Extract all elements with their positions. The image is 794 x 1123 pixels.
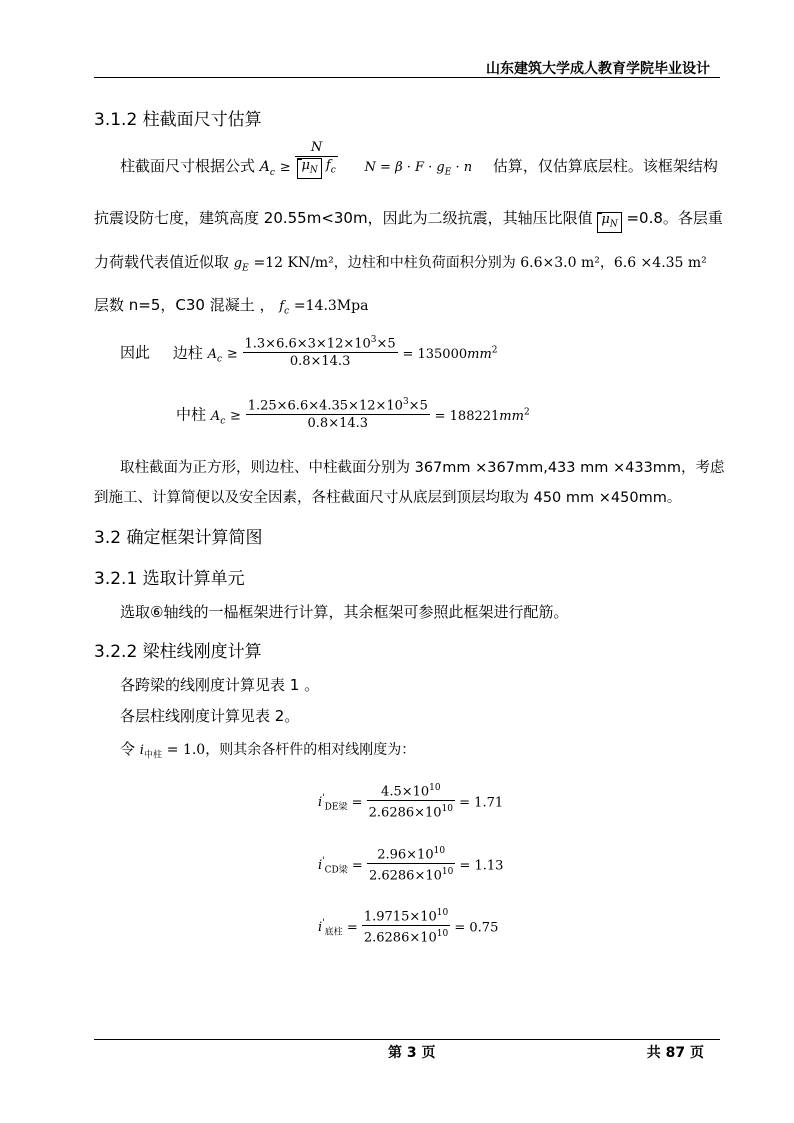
paragraph-line: 到施工、计算简便以及安全因素，各柱截面尺寸从底层到顶层均取为 450 mm ×450mm。 <box>94 490 682 506</box>
fraction: $\frac{1.9715\times 10^{10}}{2.6286\times 10^{10}}$ <box>362 905 450 947</box>
geq-symbol: ≥ <box>226 346 238 362</box>
fraction: $\frac{4.5\times 10^{10}}{2.6286\times 10^{10}}$ <box>367 780 455 822</box>
fraction: $\frac{2.96\times 10^{10}}{2.6286\times 10^{10}}$ <box>367 843 455 885</box>
paragraph-line: 选取⑥轴线的一榀框架进行计算，其余框架可参照此框架进行配筋。 <box>120 603 569 621</box>
section-heading-3-2: 3.2 确定框架计算简图 <box>94 528 263 548</box>
middle-column-equation <box>176 398 530 432</box>
i-symbol: $i'_{CD梁}$ <box>318 857 348 876</box>
text: =0.8。各层重 <box>626 209 723 227</box>
section-heading-3-2-2: 3.2.2 梁柱线刚度计算 <box>94 642 262 662</box>
formula-n: $N = \beta \cdot F \cdot g_E \cdot n$ <box>364 159 473 178</box>
fc-symbol: $f_c$ <box>279 299 290 317</box>
formula-fraction: $\frac{N}{\mu_N f_c}$ <box>295 139 337 180</box>
header-rule <box>94 77 720 78</box>
middle-column-label: 中柱 <box>176 405 207 424</box>
section-heading-3-1-2: 3.1.2 柱截面尺寸估算 <box>94 110 262 130</box>
text: 柱截面尺寸根据公式 <box>120 156 256 175</box>
formula-a: $A_c$ <box>259 158 275 178</box>
edge-column-equation <box>120 336 498 370</box>
formula-a: $A_c$ <box>210 408 226 427</box>
text: 抗震设防七度，建筑高度 20.55m<30m，因此为二级抗震，其轴压比限值 <box>94 209 593 227</box>
text: =14.3Mpa <box>293 298 369 314</box>
text: 层数 n=5，C30 混凝土 ， <box>94 296 275 314</box>
g-e-symbol: $g_E$ <box>233 256 249 274</box>
stiffness-equation: $i'_{DE梁}$ = $\frac{4.5\times 10^{10}}{2.6286\times 10^{10}}$ = 1.71 <box>318 784 503 822</box>
i-symbol: $i_{中柱}$ <box>139 743 162 761</box>
edge-fraction: $\frac{1.3\times 6.6\times 3\times 12\times 10^3\times 5}{0.8\times 14.3}$ <box>243 332 398 370</box>
paragraph-line: 各层柱线刚度计算见表 2。 <box>120 707 300 725</box>
geq-symbol: ≥ <box>279 159 291 175</box>
result: = 1.13 <box>459 858 504 874</box>
edge-result: = $135000mm^2$ <box>402 345 498 362</box>
text: 令 <box>120 740 136 758</box>
formula-a: $A_c$ <box>207 346 223 365</box>
paragraph-line <box>120 140 718 180</box>
edge-column-label: 边柱 <box>172 343 203 362</box>
paragraph-line: 取柱截面为正方形，则边柱、中柱截面分别为 367mm ×367mm,433 mm ×433mm，考虑 <box>120 460 725 476</box>
i-symbol: $i'_{DE梁}$ <box>318 794 348 813</box>
mu-n-symbol: $\mu_N$ <box>597 212 621 233</box>
result: = 0.75 <box>454 920 499 936</box>
text: = 1.0，则其余各杆件的相对线刚度为： <box>166 742 416 758</box>
stiffness-equation: $i'_{CD梁}$ = $\frac{2.96\times 10^{10}}{2.6286\times 10^{10}}$ = 1.13 <box>318 847 503 885</box>
paragraph-line <box>94 294 368 317</box>
total-pages: 共 87 页 <box>646 1045 704 1061</box>
text: =12 KN/m²，边柱和中柱负荷面积分别为 6.6×3.0 m²，6.6 ×4.35 m² <box>253 255 707 271</box>
middle-fraction: $\frac{1.25\times 6.6\times 4.35\times 12\times 10^3\times 5}{0.8\times 14.3}$ <box>246 394 430 432</box>
middle-result: = $188221mm^2$ <box>434 407 530 424</box>
therefore-label: 因此 <box>120 343 151 362</box>
page-header-title: 山东建筑大学成人教育学院毕业设计 <box>486 61 710 77</box>
text: 力荷载代表值近似取 <box>94 253 230 271</box>
paragraph-line <box>94 251 707 274</box>
paragraph-line <box>94 207 723 233</box>
page-number: 第 3 页 <box>388 1045 436 1061</box>
geq-symbol: ≥ <box>230 408 241 424</box>
result: = 1.71 <box>459 795 504 811</box>
paragraph-line <box>120 738 415 761</box>
i-symbol: $i'_{底柱}$ <box>318 919 343 938</box>
stiffness-equation: $i'_{底柱}$ = $\frac{1.9715\times 10^{10}}{2.6286\times 10^{10}}$ = 0.75 <box>318 909 498 947</box>
text: 估算，仅估算底层柱。该框架结构 <box>492 156 718 175</box>
paragraph-line: 各跨梁的线刚度计算见表 1 。 <box>120 676 320 694</box>
section-heading-3-2-1: 3.2.1 选取计算单元 <box>94 569 245 589</box>
footer-rule <box>94 1039 720 1040</box>
